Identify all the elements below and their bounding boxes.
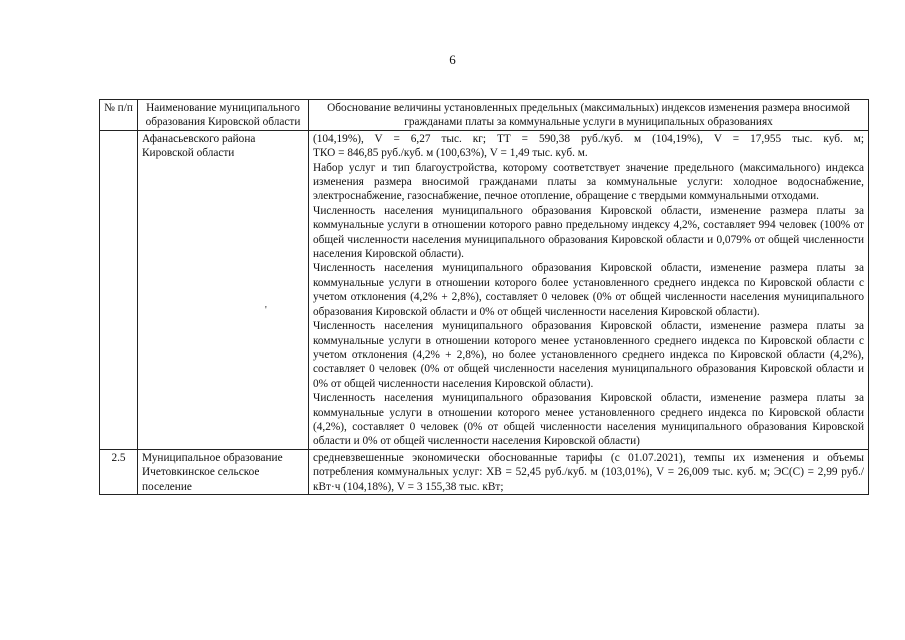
row1-name: Афанасьевского района Кировской области <box>138 130 309 449</box>
row2-basis: средневзвешенные экономически обоснованные тарифы (с 01.07.2021), темпы их изменения и объемы потребления коммунальных услуг: ХВ = 52,45 руб./куб. м (103,01%), V = 26,009 тыс. куб. м; ЭС(С) = 2,99 руб./кВт·ч (104,18%), V = 3 155,38 тыс. кВт; <box>309 449 869 494</box>
header-name: Наименование муниципального образования Кировской области <box>138 100 309 131</box>
row2-name: Муниципальное образование Ичетовкинское сельское поселение <box>138 449 309 494</box>
row1-num <box>100 130 138 449</box>
header-num: № п/п <box>100 100 138 131</box>
table-row <box>100 130 869 449</box>
page-number: 6 <box>449 52 456 67</box>
header-basis: Обоснование величины установленных предельных (максимальных) индексов изменения размера вносимой гражданами платы за коммунальные услуги в муниципальных образованиях <box>309 100 869 131</box>
table-header-row <box>100 100 869 131</box>
justification-table <box>99 99 869 495</box>
row1-tariff-line2: ТКО = 846,85 руб./куб. м (100,63%), V = 1,49 тыс. куб. м. <box>313 147 588 160</box>
table-row <box>100 449 869 494</box>
row1-tariff-line1: (104,19%), V = 6,27 тыс. кг; ТТ = 590,38 руб./куб. м (104,19%), V = 17,955 тыс. куб. м; <box>313 132 864 145</box>
stray-mark: ' <box>265 305 267 316</box>
row1-basis <box>309 130 869 449</box>
row1-para1: Численность населения муниципального образования Кировской области, изменение размера платы за коммунальные услуги в отношении которого равно предельному индексу 4,2%, составляет 994 человек (100% от общей численности населения муниципального образования Кировской области и 0,079% от общей численности населения Кировской области). <box>313 204 864 261</box>
row2-num: 2.5 <box>100 449 138 494</box>
row1-services: Набор услуг и тип благоустройства, которому соответствует значение предельного (максимального) индекса изменения размера вносимой гражданами платы за коммунальные услуги: холодное водоснабжение, электроснабжение, газоснабжение, печное отопление, обращение с твердыми коммунальными отходами. <box>313 161 864 203</box>
row1-para2: Численность населения муниципального образования Кировской области, изменение размера платы за коммунальные услуги в отношении которого более установленного среднего индекса по Кировской области с учетом отклонения (4,2% + 2,8%), составляет 0 человек (0% от общей численности населения муниципального образования Кировской области и 0% от общей численности населения Кировской области). <box>313 262 864 318</box>
row1-para3: Численность населения муниципального образования Кировской области, изменение размера платы за коммунальные услуги в отношении которого менее установленного среднего индекса по Кировской области с учетом отклонения (4,2% + 2,8%), но более установленного среднего индекса по Кировской области (4,2%), составляет 0 человек (0% от общей численности населения муниципального образования Кировской области и 0% от общей численности населения Кировской области). <box>313 320 864 390</box>
row1-para4: Численность населения муниципального образования Кировской области, изменение размера платы за коммунальные услуги в отношении которого менее установленного среднего индекса по Кировской области (4,2%), составляет 0 человек (0% от общей численности населения муниципального образования Кировской области и 0% от общей численности населения Кировской области) <box>313 392 864 448</box>
